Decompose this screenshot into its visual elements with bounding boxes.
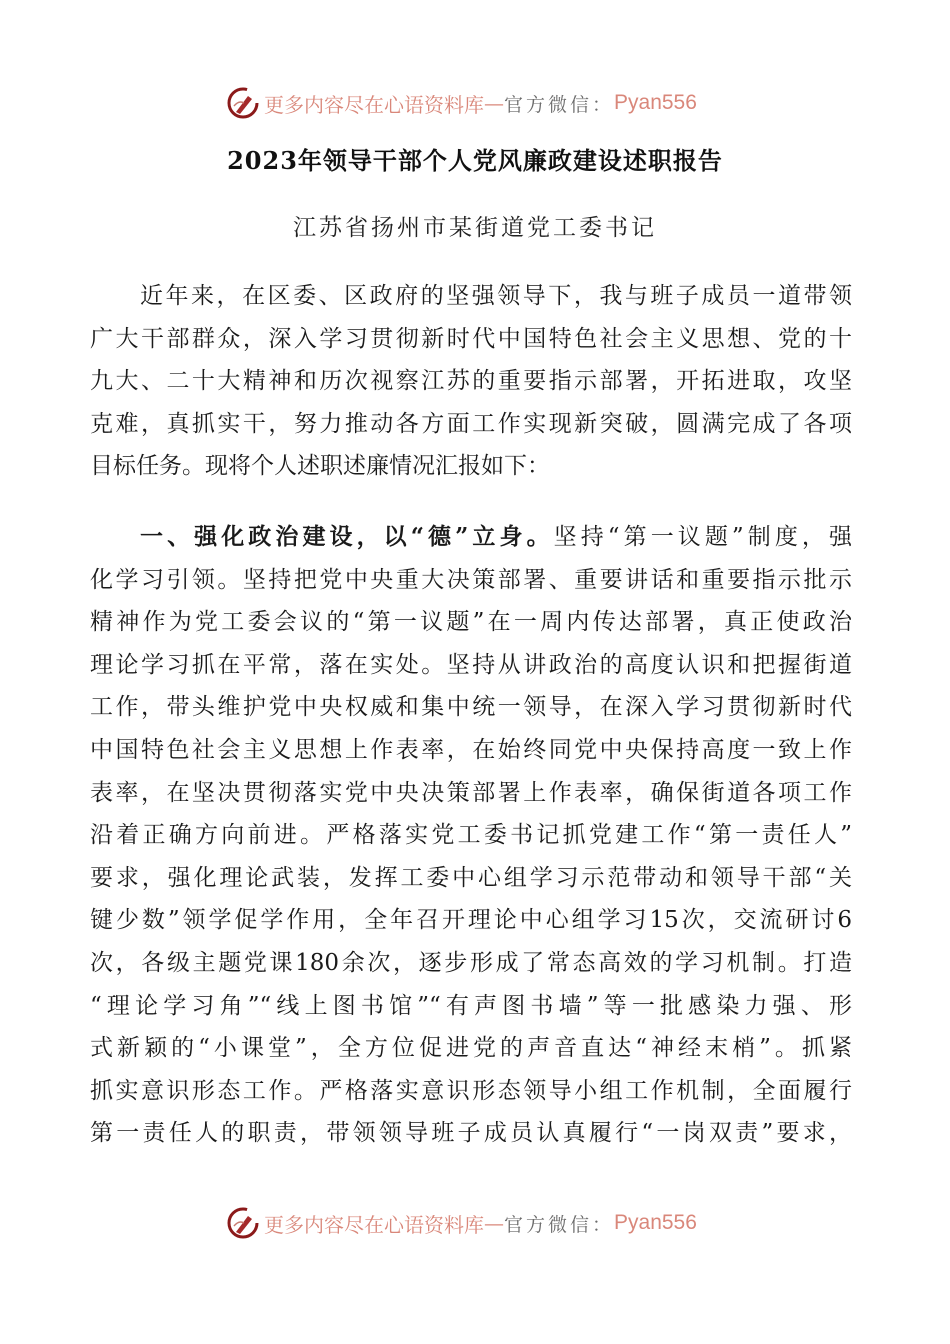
watermark-banner-top (226, 83, 726, 123)
text-line: 克难，真抓实干，努力推动各方面工作实现新突破，圆满完成了各项 (90, 410, 852, 437)
section-heading-rest: 坚持“第一议题”制度，强 (553, 524, 852, 550)
paragraph-section-one (90, 516, 852, 1155)
text-line: 次，各级主题党课180余次，逐步形成了常态高效的学习机制。打造 (90, 949, 852, 976)
text-line: 中国特色社会主义思想上作表率，在始终同党中央保持高度一致上作 (90, 736, 852, 763)
watermark-banner-bottom (226, 1203, 726, 1243)
text-line: 抓实意识形态工作。严格落实意识形态领导小组工作机制，全面履行 (90, 1077, 852, 1104)
pen-nib-logo-icon (226, 86, 260, 120)
text-line: 目标任务。现将个人述职述廉情况汇报如下： (90, 453, 550, 480)
text-line: 工作，带头维护党中央权威和集中统一领导，在深入学习贯彻新时代 (90, 694, 852, 721)
banner-wechat-label: 官方微信： (504, 1213, 615, 1236)
text-line: 理论学习抓在平常，落在实处。坚持从讲政治的高度认识和把握街道 (90, 651, 852, 678)
banner-wechat-label: 官方微信： (504, 93, 615, 116)
text-line: 近年来，在区委、区政府的坚强领导下，我与班子成员一道带领 (140, 283, 852, 309)
section-heading: 一、强化政治建设，以“德”立身。 (140, 523, 554, 550)
banner-dash: — (484, 1211, 504, 1235)
banner-wechat-id: Pyan556 (614, 1211, 697, 1234)
banner-text: 更多内容尽在心语资料库 (264, 92, 484, 117)
text-line: 沿着正确方向前进。严格落实党工委书记抓党建工作“第一责任人” (90, 822, 852, 849)
text-line: 化学习引领。坚持把党中央重大决策部署、重要讲话和重要指示批示 (90, 566, 852, 593)
text-line: 九大、二十大精神和历次视察江苏的重要指示部署，开拓进取，攻坚 (90, 368, 852, 395)
text-line: 第一责任人的职责，带领领导班子成员认真履行“一岗双责”要求， (90, 1120, 852, 1147)
text-line: 键少数”领学促学作用，全年召开理论中心组学习15次，交流研讨6 (90, 907, 852, 934)
text-line-heading (90, 516, 852, 559)
text-line: 式新颖的“小课堂”，全方位促进党的声音直达“神经末梢”。抓紧 (90, 1035, 852, 1062)
text-line: 广大干部群众，深入学习贯彻新时代中国特色社会主义思想、党的十 (90, 325, 852, 352)
document-title: 2023年领导干部个人党风廉政建设述职报告 (227, 146, 723, 175)
pen-nib-logo-icon (226, 1206, 260, 1240)
text-line: 精神作为党工委会议的“第一议题”在一周内传达部署，真正使政治 (90, 609, 852, 636)
banner-text: 更多内容尽在心语资料库 (264, 1212, 484, 1237)
document-author: 江苏省扬州市某街道党工委书记 (293, 215, 657, 241)
text-line: 表率，在坚决贯彻落实党中央决策部署上作表率，确保街道各项工作 (90, 779, 852, 806)
text-line: 要求，强化理论武装，发挥工委中心组学习示范带动和领导干部“关 (90, 864, 852, 891)
paragraph-intro (90, 275, 852, 488)
banner-wechat-id: Pyan556 (614, 91, 697, 114)
banner-dash: — (484, 91, 504, 115)
text-line: “理论学习角”“线上图书馆”“有声图书墙”等一批感染力强、形 (90, 992, 852, 1019)
